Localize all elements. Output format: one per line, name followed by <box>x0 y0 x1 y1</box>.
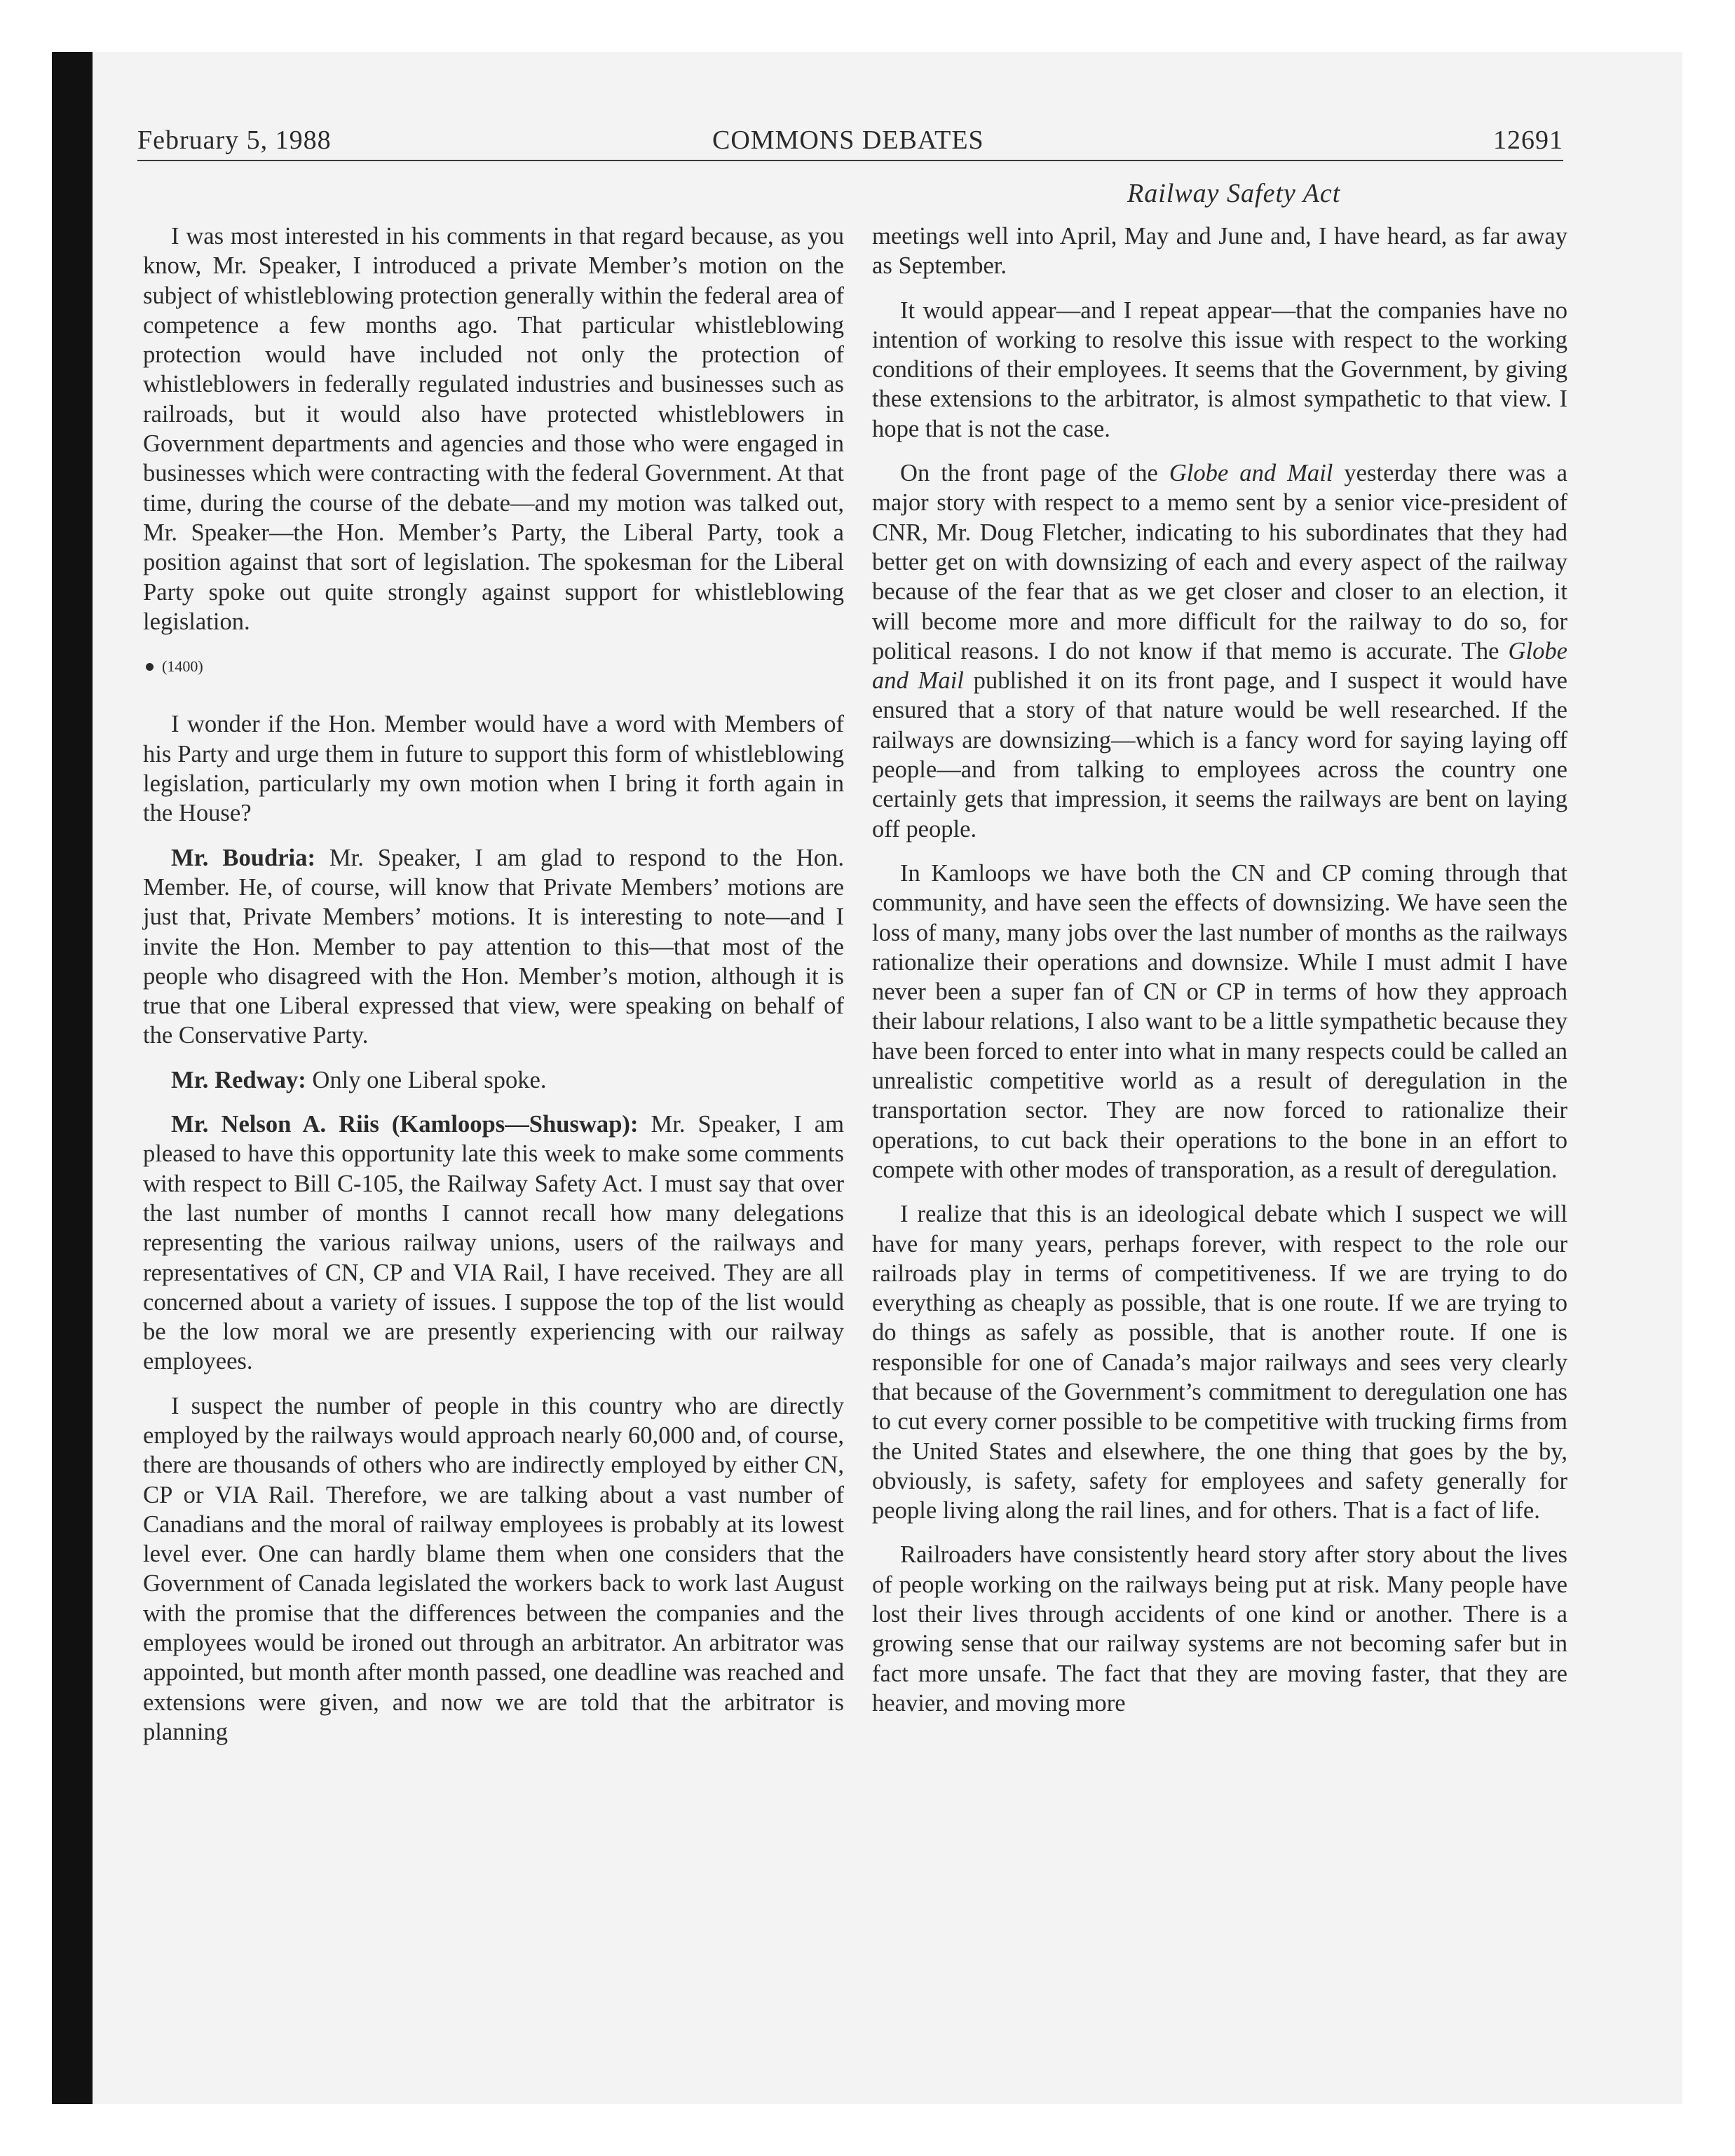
paragraph <box>143 843 844 1051</box>
speech-text: Mr. Speaker, I am pleased to have this opportunity late this week to make some comments with respect to Bill C-105, the Railway Safety Act. I must say that over the last number of months I cannot recall how many delegations representing the various railway unions, users of the railways and representatives of CN, CP and VIA Rail, I have received. They are all concerned about a variety of issues. I suppose the top of the list would be the low moral we are presently experiencing with our railway employees. <box>143 1111 844 1375</box>
page-number: 12691 <box>1493 125 1563 155</box>
speech-text: Only one Liberal spoke. <box>312 1066 547 1093</box>
header-date: February 5, 1988 <box>137 125 332 155</box>
bullet-icon <box>146 663 154 671</box>
paragraph <box>143 1110 844 1377</box>
running-head: Railway Safety Act <box>1127 179 1341 208</box>
scan-edge-bar <box>52 52 93 2104</box>
time-marker-text: (1400) <box>162 657 203 676</box>
paragraph <box>143 1065 844 1095</box>
speaker-name: Mr. Boudria: <box>171 844 315 871</box>
text-run: On the front page of the <box>900 460 1158 487</box>
speech-text: Mr. Speaker, I am glad to respond to the Hon. Member. He, of course, will know that Private Members’ motions are just that, Private Members’ motions. It is interesting to note—and I invite the Hon. Member to pay attention to this—that most of the people who disagreed with the Hon. Member’s motion, although it is true that one Liberal expressed that view, were speaking on behalf of the Conservative Party. <box>143 844 844 1049</box>
paragraph: I suspect the number of people in this country who are directly employed by the railways would approach nearly 60,000 and, of course, there are thousands of others who are indirectly employed by either CN, CP or VIA Rail. Therefore, we are talking about a vast number of Canadians and the moral of railway employees is probably at its lowest level ever. One can hardly blame them when one considers that the Government of Canada legislated the workers back to work last August with the promise that the differences between the companies and the employees would be ironed out through an arbitrator. An arbitrator was appointed, but month after month passed, one deadline was reached and extensions were given, and now we are told that the arbitrator is planning <box>143 1392 844 1745</box>
header-title: COMMONS DEBATES <box>712 125 984 155</box>
speaker-name: Mr. Nelson A. Riis (Kamloops—Shuswap): <box>171 1111 639 1138</box>
speaker-name: Mr. Redway: <box>171 1066 306 1093</box>
right-column <box>872 221 1567 1733</box>
paragraph: I was most interested in his comments in that regard because, as you know, Mr. Speaker, I introduced a private Member’s motion on the subject of whistleblowing protection generally within the federal area of competence a few months ago. That particular whistleblowing protection would have included not only the protection of whistleblowers in federally regulated industries and businesses such as railroads, but it would also have protected whistleblowers in Government departments and agencies and those who were engaged in businesses which were contracting with the federal Government. At that time, during the course of the debate—and my motion was talked out, Mr. Speaker—the Hon. Member’s Party, the Liberal Party, took a position against that sort of legislation. The spokesman for the Liberal Party spoke out quite strongly against support for whistleblowing legislation. <box>143 223 844 635</box>
text-run: yesterday there was a major story with respect to a memo sent by a senior vice-president of CNR, Mr. Doug Fletcher, indicating to his subordinates that they had better get on with downsizing of each and every aspect of the railway because of the fear that as we get closer and closer to an election, it will become more and more difficult for the railway to do so, for political reasons. I do not know if that memo is accurate. The <box>872 460 1567 664</box>
paragraph: It would appear—and I repeat appear—that the companies have no intention of working to resolve this issue with respect to the working conditions of their employees. It seems that the Government, by giving these extensions to the arbitrator, is almost sympathetic to that view. I hope that is not the case. <box>872 296 1567 442</box>
paragraph-continued: meetings well into April, May and June and, I have heard, as far away as September. <box>872 223 1567 280</box>
paragraph: I realize that this is an ideological debate which I suspect we will have for many years, perhaps forever, with respect to the role our railroads play in terms of competitiveness. If we are trying to do everything as cheaply as possible, that is one route. If we are trying to do things as safely as possible, that is another route. If one is responsible for one of Canada’s major railways and sees very clearly that because of the Government’s commitment to deregulation one has to cut every corner possible to be competitive with trucking firms from the United States and elsewhere, the one thing that goes by the by, obviously, is safety, safety for employees and safety generally for people living along the rail lines, and for others. That is a fact of life. <box>872 1201 1567 1524</box>
time-marker <box>143 652 844 681</box>
left-column <box>143 221 844 1761</box>
paragraph: I wonder if the Hon. Member would have a word with Members of his Party and urge them in future to support this form of whistleblowing legislation, particularly my own motion when I bring it forth again in the House? <box>143 711 844 827</box>
newspaper-title: Globe and Mail <box>872 637 1567 695</box>
header-rule <box>137 160 1563 161</box>
text-run: published it on its front page, and I suspect it would have ensured that a story of that nature would be well researched. If the railways are downsizing—which is a fancy word for saying laying off people—and from talking to employees across the country one certainly gets that impression, it seems the railways are bent on laying off people. <box>872 667 1568 842</box>
paragraph: In Kamloops we have both the CN and CP coming through that community, and have seen the effects of downsizing. We have seen the loss of many, many jobs over the last number of months as the railways rationalize their operations and downsize. While I must admit I have never been a super fan of CN or CP in terms of how they approach their labour relations, I also want to be a little sympathetic because they have been forced to enter into what in many respects could be called an unrealistic competitive world as a result of deregulation in the transportation sector. They are now forced to rationalize their operations, to cut back their operations to the bone in an effort to compete with other modes of transporation, as a result of deregulation. <box>872 859 1567 1183</box>
paragraph: Railroaders have consistently heard story after story about the lives of people working on the railways being put at risk. Many people have lost their lives through accidents of one kind or another. There is a growing sense that our railway systems are not becoming safer but in fact more unsafe. The fact that they are moving faster, that they are heavier, and moving more <box>872 1541 1567 1717</box>
newspaper-title: Globe and Mail <box>1169 460 1333 487</box>
paragraph <box>872 458 1567 844</box>
